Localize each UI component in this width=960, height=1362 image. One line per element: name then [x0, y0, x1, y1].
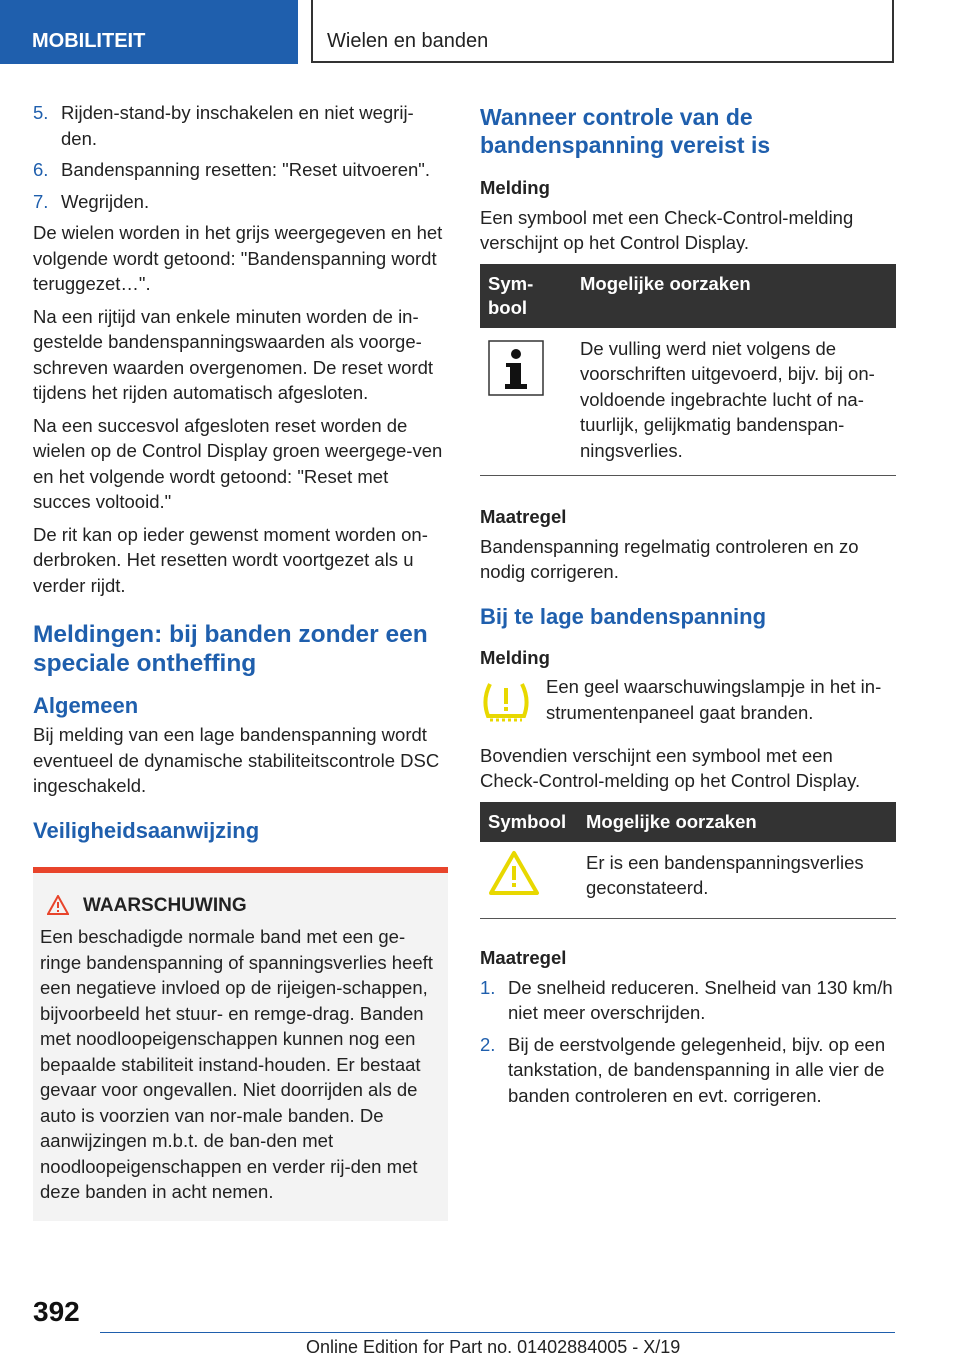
measure-steps: [480, 975, 896, 1109]
left-column: [33, 100, 448, 1221]
paragraph: De rit kan op ieder gewenst moment worden on-derbroken. Het resetten wordt voortgezet als u verder rijdt.: [33, 523, 428, 596]
lamp-row: [480, 674, 896, 731]
table-header-symbol: Symbool: [480, 802, 578, 842]
footer-edition: Online Edition for Part no. 01402884005 - X/19: [306, 1337, 681, 1357]
table-header-causes: Mogelijke oorzaken: [572, 264, 896, 328]
right-column: [480, 103, 896, 1114]
table-cell-symbol: [480, 842, 578, 919]
table-header-causes: Mogelijke oorzaken: [578, 802, 896, 842]
section-label: MOBILITEIT: [32, 30, 146, 52]
chapter-title: Wielen en banden: [327, 30, 489, 52]
symbol-table-2: [480, 802, 896, 920]
subheading-low-pressure: Bij te lage bandenspanning: [480, 603, 767, 629]
warning-header: [47, 893, 440, 919]
table-cell-cause: Er is een bandenspanningsverlies geconstateerd.: [578, 842, 896, 919]
page-number: 392: [33, 1296, 80, 1327]
extra-text: Bovendien verschijnt een symbool met een Check-Control-melding op het Control Display.: [480, 744, 861, 791]
warning-title: WAARSCHUWING: [83, 894, 247, 916]
subheading-safety: Veiligheidsaanwijzing: [33, 817, 260, 843]
paragraph: Na een succesvol afgesloten reset worden de wielen op de Control Display groen weergege-ven en het volgende wordt getoond: "Reset met succes voltooid.": [33, 414, 443, 512]
warning-triangle-icon: [47, 895, 69, 915]
info-icon: [488, 340, 544, 396]
table-header-symbol: Sym-bool: [480, 264, 572, 328]
table-row: [480, 842, 896, 919]
table-cell-cause: De vulling werd niet volgens de voorschriften uitgevoerd, bijv. bij on-voldoende ingebrachte lucht of na-tuurlijk, gelijkmatig bandenspan-ningsverlies.: [572, 328, 896, 476]
melding-label: Melding: [480, 177, 550, 198]
table-row: [480, 328, 896, 476]
paragraph: De wielen worden in het grijs weergegeven en het volgende wordt getoond: "Bandenspanning wordt teruggezet…".: [33, 222, 443, 294]
yellow-warning-triangle-icon: [488, 850, 540, 896]
melding-text: Een symbool met een Check-Control-melding verschijnt op het Control Display.: [480, 206, 854, 253]
list-item: 6. Bandenspanning resetten: "Reset uitvoeren".: [33, 159, 430, 180]
list-item: 2. Bij de eerstvolgende gelegenheid, bijv. op een tankstation, de bandenspanning in alle vier de banden controleren en evt. corrigeren.: [480, 1033, 886, 1106]
list-item: 7. Wegrijden.: [33, 190, 150, 212]
maatregel-text: Bandenspanning regelmatig controleren en zo nodig corrigeren.: [480, 535, 859, 582]
warning-text: Een beschadigde normale band met een ge-ringe bandenspanning of spanningsverlies heeft een negatieve invloed op de rijeigen-schappen, bijvoorbeeld het stuur- en remge-drag. Banden met noodloopeigenschappen kunnen nog een bepaalde stabiliteit instand-houden. Er bestaat gevaar voor ongevallen. Niet doorrijden als de auto is voorzien van nor-male banden. De aanwijzingen m.b.t. de ban-den met noodloopeigenschappen en verder rij-den met deze banden in acht nemen.: [40, 926, 433, 1202]
general-text: Bij melding van een lage bandenspanning wordt eventueel de dynamische stabiliteitscontrole DSC ingeschakeld.: [33, 724, 440, 796]
symbol-table: [480, 264, 896, 477]
table-cell-symbol: [480, 328, 572, 476]
section-heading: Meldingen: bij banden zonder een speciale ontheffing: [33, 621, 428, 677]
paragraph: Na een rijtijd van enkele minuten worden de in-gestelde bandenspanningswaarden als voorge-schreven waarden overgenomen. De reset wordt tijdens het rijden automatisch afgesloten.: [33, 305, 434, 403]
subheading-general: Algemeen: [33, 693, 139, 718]
section-tab: [0, 0, 298, 64]
warning-box: [33, 867, 448, 1221]
list-item: 1. De snelheid reduceren. Snelheid van 130 km/h niet meer overschrijden.: [480, 976, 893, 1023]
melding-label: Melding: [480, 646, 550, 668]
list-item: 5. Rijden-stand-by inschakelen en niet wegrij-den.: [33, 102, 414, 149]
maatregel-label: Maatregel: [480, 947, 567, 968]
tire-pressure-warning-icon: [480, 680, 532, 724]
reset-steps: [33, 100, 448, 214]
footer-divider: [100, 1332, 895, 1333]
maatregel-label: Maatregel: [480, 506, 567, 527]
lamp-text: Een geel waarschuwingslampje in het in-strumentenpaneel gaat branden.: [546, 676, 882, 723]
subheading-check: Wanneer controle van de bandenspanning vereist is: [480, 104, 771, 158]
chapter-header: [311, 0, 894, 63]
